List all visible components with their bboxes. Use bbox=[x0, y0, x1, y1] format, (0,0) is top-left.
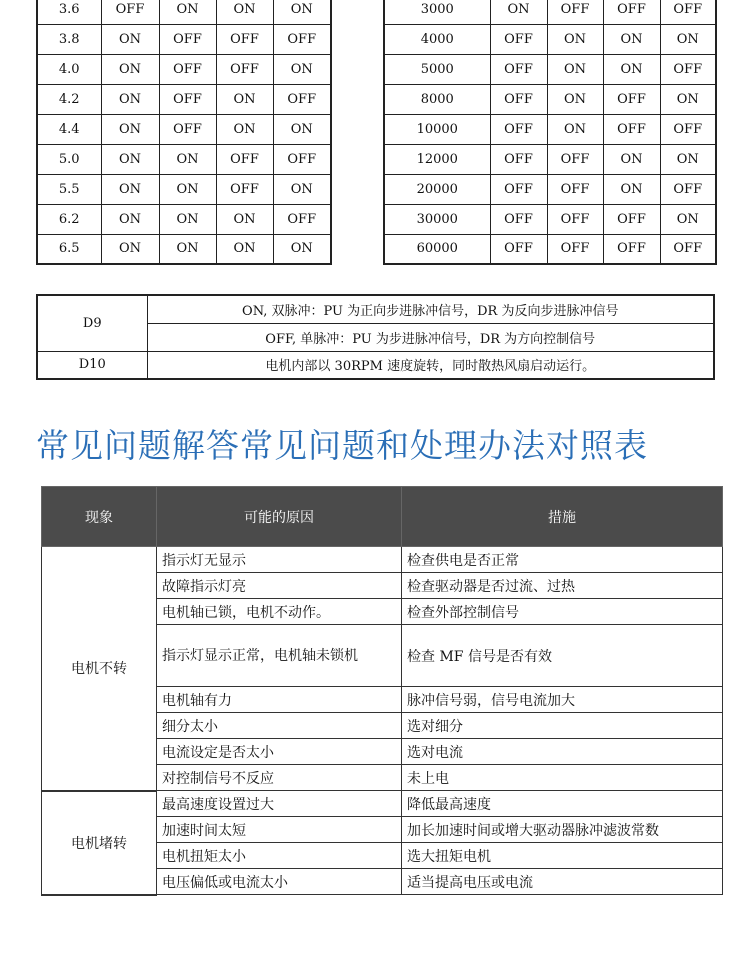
dip-switch-state-cell: ON bbox=[101, 84, 159, 114]
measure-cell: 未上电 bbox=[402, 765, 723, 791]
dip-value-cell: 60000 bbox=[384, 234, 490, 264]
dip-switch-state-cell: OFF bbox=[490, 54, 547, 84]
dip-switch-state-cell: OFF bbox=[216, 144, 273, 174]
dip-switch-state-cell: ON bbox=[660, 144, 716, 174]
cause-cell: 加速时间太短 bbox=[157, 817, 402, 843]
dip-switch-state-cell: ON bbox=[159, 204, 216, 234]
measure-cell: 选对电流 bbox=[402, 739, 723, 765]
header-cause: 可能的原因 bbox=[157, 487, 402, 547]
dip-switch-state-cell: ON bbox=[216, 0, 273, 24]
dip-value-cell: 8000 bbox=[384, 84, 490, 114]
dip-switch-state-cell: OFF bbox=[547, 144, 603, 174]
cause-cell: 电压偏低或电流太小 bbox=[157, 869, 402, 895]
measure-cell: 检查外部控制信号 bbox=[402, 599, 723, 625]
dip-switch-state-cell: OFF bbox=[547, 204, 603, 234]
dip-row bbox=[37, 204, 331, 234]
dip-value-cell: 6.2 bbox=[37, 204, 101, 234]
dip-switch-state-cell: ON bbox=[660, 204, 716, 234]
dip-switch-state-cell: OFF bbox=[547, 0, 603, 24]
dip-row bbox=[37, 24, 331, 54]
dip-value-cell: 4.4 bbox=[37, 114, 101, 144]
dip-switch-state-cell: OFF bbox=[603, 84, 660, 114]
dip-value-cell: 5000 bbox=[384, 54, 490, 84]
dip-switch-table-current bbox=[36, 0, 332, 265]
dip-switch-state-cell: ON bbox=[490, 0, 547, 24]
dip-row bbox=[384, 234, 716, 264]
dip-switch-state-cell: OFF bbox=[273, 144, 331, 174]
dip-value-cell: 4.2 bbox=[37, 84, 101, 114]
d9-d10-switch-table bbox=[36, 294, 715, 380]
dip-switch-state-cell: OFF bbox=[490, 114, 547, 144]
dip-switch-state-cell: ON bbox=[273, 234, 331, 264]
dip-switch-state-cell: ON bbox=[159, 144, 216, 174]
dip-switch-state-cell: OFF bbox=[216, 54, 273, 84]
d9-label: D9 bbox=[37, 295, 147, 351]
measure-cell: 检查 MF 信号是否有效 bbox=[402, 625, 723, 687]
dip-row bbox=[37, 0, 331, 24]
dip-switch-state-cell: OFF bbox=[101, 0, 159, 24]
measure-cell: 加长加速时间或增大驱动器脉冲滤波常数 bbox=[402, 817, 723, 843]
dip-switch-state-cell: ON bbox=[101, 204, 159, 234]
dip-switch-state-cell: OFF bbox=[490, 84, 547, 114]
dip-switch-state-cell: ON bbox=[547, 24, 603, 54]
dip-switch-state-cell: ON bbox=[216, 234, 273, 264]
dip-switch-state-cell: ON bbox=[101, 174, 159, 204]
d10-label: D10 bbox=[37, 351, 147, 379]
measure-cell: 选大扭矩电机 bbox=[402, 843, 723, 869]
dip-value-cell: 3.6 bbox=[37, 0, 101, 24]
measure-cell: 检查驱动器是否过流、过热 bbox=[402, 573, 723, 599]
dip-switch-state-cell: OFF bbox=[660, 0, 716, 24]
dip-switch-state-cell: ON bbox=[603, 174, 660, 204]
cause-cell: 对控制信号不反应 bbox=[157, 765, 402, 791]
measure-cell: 适当提高电压或电流 bbox=[402, 869, 723, 895]
dip-switch-state-cell: ON bbox=[159, 234, 216, 264]
dip-row bbox=[384, 174, 716, 204]
dip-value-cell: 3.8 bbox=[37, 24, 101, 54]
d10-description: 电机内部以 30RPM 速度旋转，同时散热风扇启动运行。 bbox=[147, 351, 714, 379]
header-phenomenon: 现象 bbox=[42, 487, 157, 547]
dip-switch-state-cell: ON bbox=[216, 114, 273, 144]
dip-row bbox=[37, 144, 331, 174]
header-measure: 措施 bbox=[402, 487, 723, 547]
measure-cell: 脉冲信号弱，信号电流加大 bbox=[402, 687, 723, 713]
dip-switch-state-cell: ON bbox=[603, 24, 660, 54]
dip-switch-state-cell: ON bbox=[660, 24, 716, 54]
dip-switch-table-microstep bbox=[383, 0, 717, 265]
dip-switch-state-cell: OFF bbox=[603, 204, 660, 234]
cause-cell: 电机扭矩太小 bbox=[157, 843, 402, 869]
dip-switch-state-cell: ON bbox=[603, 54, 660, 84]
dip-row bbox=[37, 114, 331, 144]
phenomenon-cell: 电机不转 bbox=[42, 547, 157, 791]
cause-cell: 电流设定是否太小 bbox=[157, 739, 402, 765]
d9-off-description: OFF, 单脉冲：PU 为步进脉冲信号，DR 为方向控制信号 bbox=[147, 323, 714, 351]
dip-switch-state-cell: OFF bbox=[490, 204, 547, 234]
dip-switch-state-cell: OFF bbox=[490, 174, 547, 204]
dip-switch-state-cell: ON bbox=[101, 114, 159, 144]
dip-switch-state-cell: OFF bbox=[490, 24, 547, 54]
dip-row bbox=[384, 0, 716, 24]
dip-value-cell: 4000 bbox=[384, 24, 490, 54]
cause-cell: 细分太小 bbox=[157, 713, 402, 739]
dip-switch-state-cell: ON bbox=[660, 84, 716, 114]
dip-row bbox=[384, 144, 716, 174]
dip-value-cell: 30000 bbox=[384, 204, 490, 234]
measure-cell: 降低最高速度 bbox=[402, 791, 723, 817]
dip-row bbox=[384, 84, 716, 114]
dip-value-cell: 5.0 bbox=[37, 144, 101, 174]
cause-cell: 指示灯无显示 bbox=[157, 547, 402, 573]
dip-switch-state-cell: ON bbox=[273, 0, 331, 24]
dip-value-cell: 20000 bbox=[384, 174, 490, 204]
faq-section-heading: 常见问题解答常见问题和处理办法对照表 bbox=[36, 426, 648, 465]
dip-value-cell: 10000 bbox=[384, 114, 490, 144]
dip-switch-state-cell: OFF bbox=[159, 84, 216, 114]
dip-switch-state-cell: ON bbox=[273, 174, 331, 204]
cause-cell: 最高速度设置过大 bbox=[157, 791, 402, 817]
dip-value-cell: 6.5 bbox=[37, 234, 101, 264]
dip-switch-state-cell: ON bbox=[159, 174, 216, 204]
dip-row bbox=[384, 114, 716, 144]
dip-switch-state-cell: OFF bbox=[660, 234, 716, 264]
dip-switch-state-cell: OFF bbox=[159, 54, 216, 84]
dip-row bbox=[37, 234, 331, 264]
cause-cell: 故障指示灯亮 bbox=[157, 573, 402, 599]
dip-switch-state-cell: ON bbox=[101, 234, 159, 264]
dip-switch-state-cell: OFF bbox=[273, 84, 331, 114]
dip-switch-state-cell: ON bbox=[273, 54, 331, 84]
dip-switch-state-cell: OFF bbox=[603, 0, 660, 24]
dip-switch-state-cell: OFF bbox=[159, 114, 216, 144]
dip-switch-state-cell: OFF bbox=[660, 114, 716, 144]
dip-switch-state-cell: OFF bbox=[603, 114, 660, 144]
cause-cell: 电机轴已锁，电机不动作。 bbox=[157, 599, 402, 625]
dip-switch-state-cell: ON bbox=[547, 84, 603, 114]
dip-switch-state-cell: OFF bbox=[547, 174, 603, 204]
dip-switch-state-cell: OFF bbox=[660, 54, 716, 84]
cause-cell: 电机轴有力 bbox=[157, 687, 402, 713]
dip-switch-state-cell: ON bbox=[159, 0, 216, 24]
dip-switch-state-cell: OFF bbox=[273, 24, 331, 54]
table-row bbox=[42, 791, 723, 817]
table-row bbox=[42, 547, 723, 573]
dip-switch-state-cell: ON bbox=[547, 54, 603, 84]
dip-switch-state-cell: ON bbox=[101, 24, 159, 54]
dip-switch-state-cell: ON bbox=[603, 144, 660, 174]
dip-switch-state-cell: ON bbox=[101, 144, 159, 174]
dip-row bbox=[384, 24, 716, 54]
dip-switch-state-cell: ON bbox=[547, 114, 603, 144]
dip-value-cell: 5.5 bbox=[37, 174, 101, 204]
dip-switch-state-cell: OFF bbox=[216, 174, 273, 204]
d9-on-description: ON, 双脉冲：PU 为正向步进脉冲信号，DR 为反向步进脉冲信号 bbox=[147, 295, 714, 323]
dip-switch-state-cell: OFF bbox=[603, 234, 660, 264]
phenomenon-cell: 电机堵转 bbox=[42, 791, 157, 895]
dip-value-cell: 12000 bbox=[384, 144, 490, 174]
dip-value-cell: 3000 bbox=[384, 0, 490, 24]
dip-row bbox=[37, 54, 331, 84]
dip-row bbox=[384, 54, 716, 84]
dip-switch-state-cell: OFF bbox=[159, 24, 216, 54]
dip-switch-state-cell: ON bbox=[273, 114, 331, 144]
measure-cell: 检查供电是否正常 bbox=[402, 547, 723, 573]
dip-switch-state-cell: OFF bbox=[660, 174, 716, 204]
dip-switch-state-cell: OFF bbox=[490, 234, 547, 264]
dip-switch-state-cell: ON bbox=[101, 54, 159, 84]
dip-value-cell: 4.0 bbox=[37, 54, 101, 84]
faq-troubleshooting-table bbox=[41, 486, 723, 896]
cause-cell: 指示灯显示正常，电机轴未锁机 bbox=[157, 625, 402, 687]
dip-switch-state-cell: ON bbox=[216, 204, 273, 234]
dip-row bbox=[384, 204, 716, 234]
dip-row bbox=[37, 174, 331, 204]
dip-switch-state-cell: ON bbox=[216, 84, 273, 114]
dip-row bbox=[37, 84, 331, 114]
measure-cell: 选对细分 bbox=[402, 713, 723, 739]
dip-switch-state-cell: OFF bbox=[547, 234, 603, 264]
dip-switch-state-cell: OFF bbox=[490, 144, 547, 174]
dip-switch-state-cell: OFF bbox=[273, 204, 331, 234]
dip-switch-state-cell: OFF bbox=[216, 24, 273, 54]
